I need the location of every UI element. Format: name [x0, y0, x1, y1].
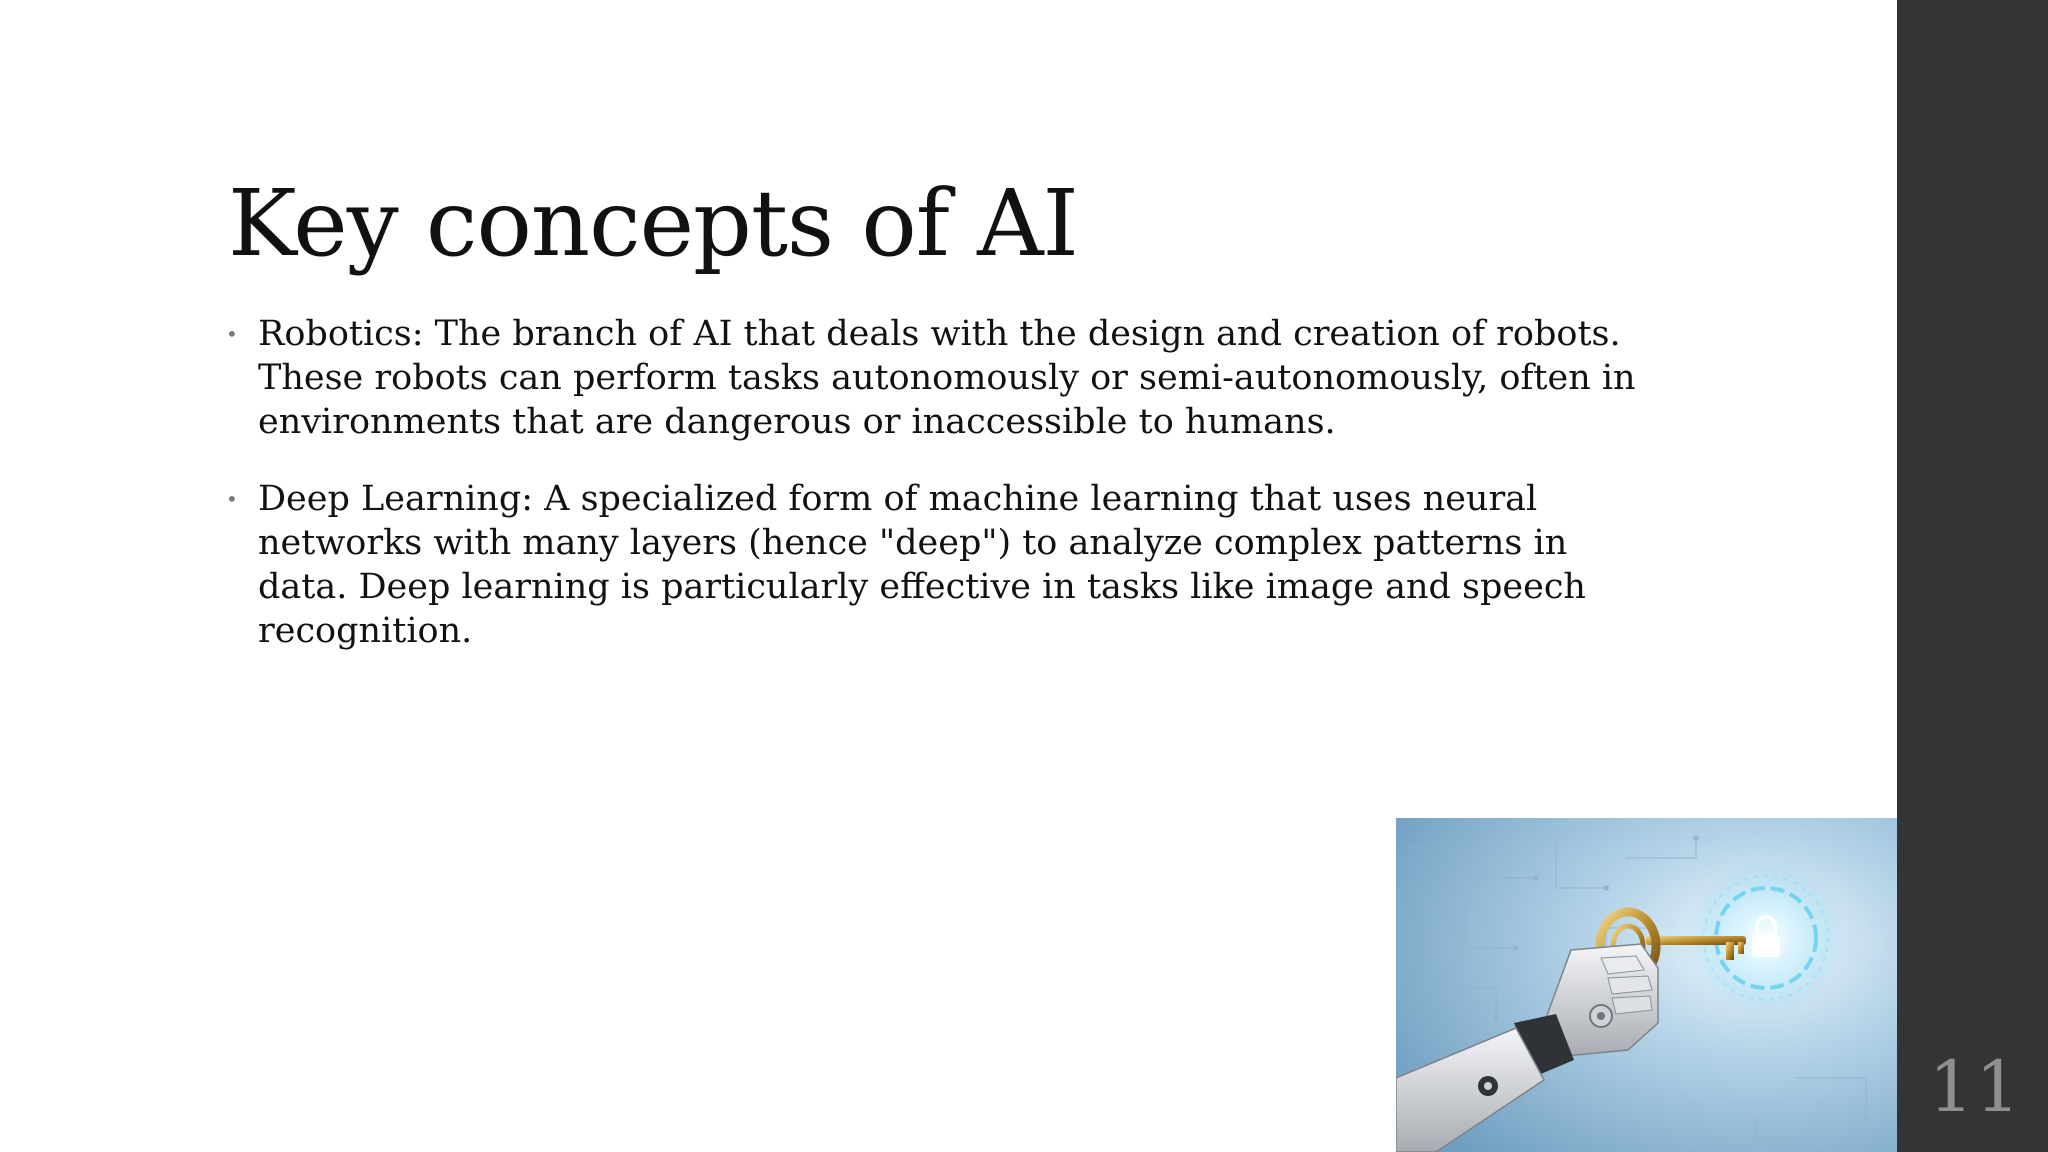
- bullet-item-robotics: [222, 312, 1642, 444]
- slide-sidebar: [1897, 0, 2048, 1152]
- bullet-item-deep-learning: [222, 477, 1642, 653]
- slide-title: Key concepts of AI: [228, 170, 1078, 277]
- robot-hand-key-icon: [1396, 818, 1897, 1152]
- bullet-text: Robotics: The branch of AI that deals with the design and creation of robots. These robots can perform tasks autonomously or semi-autonomously, often in environments that are dangerous or inaccessible to humans.: [258, 314, 1636, 442]
- bullet-text: Deep Learning: A specialized form of machine learning that uses neural networks with many layers (hence "deep") to analyze complex patterns in data. Deep learning is particularly effective in tasks like image and speech recognition.: [258, 479, 1586, 651]
- bullet-list: [222, 312, 1642, 686]
- bullet-dot-icon: •: [226, 487, 238, 511]
- slide-number: 11: [1928, 1046, 2022, 1128]
- bullet-dot-icon: •: [226, 322, 238, 346]
- robot-hand-key-image: [1396, 818, 1897, 1152]
